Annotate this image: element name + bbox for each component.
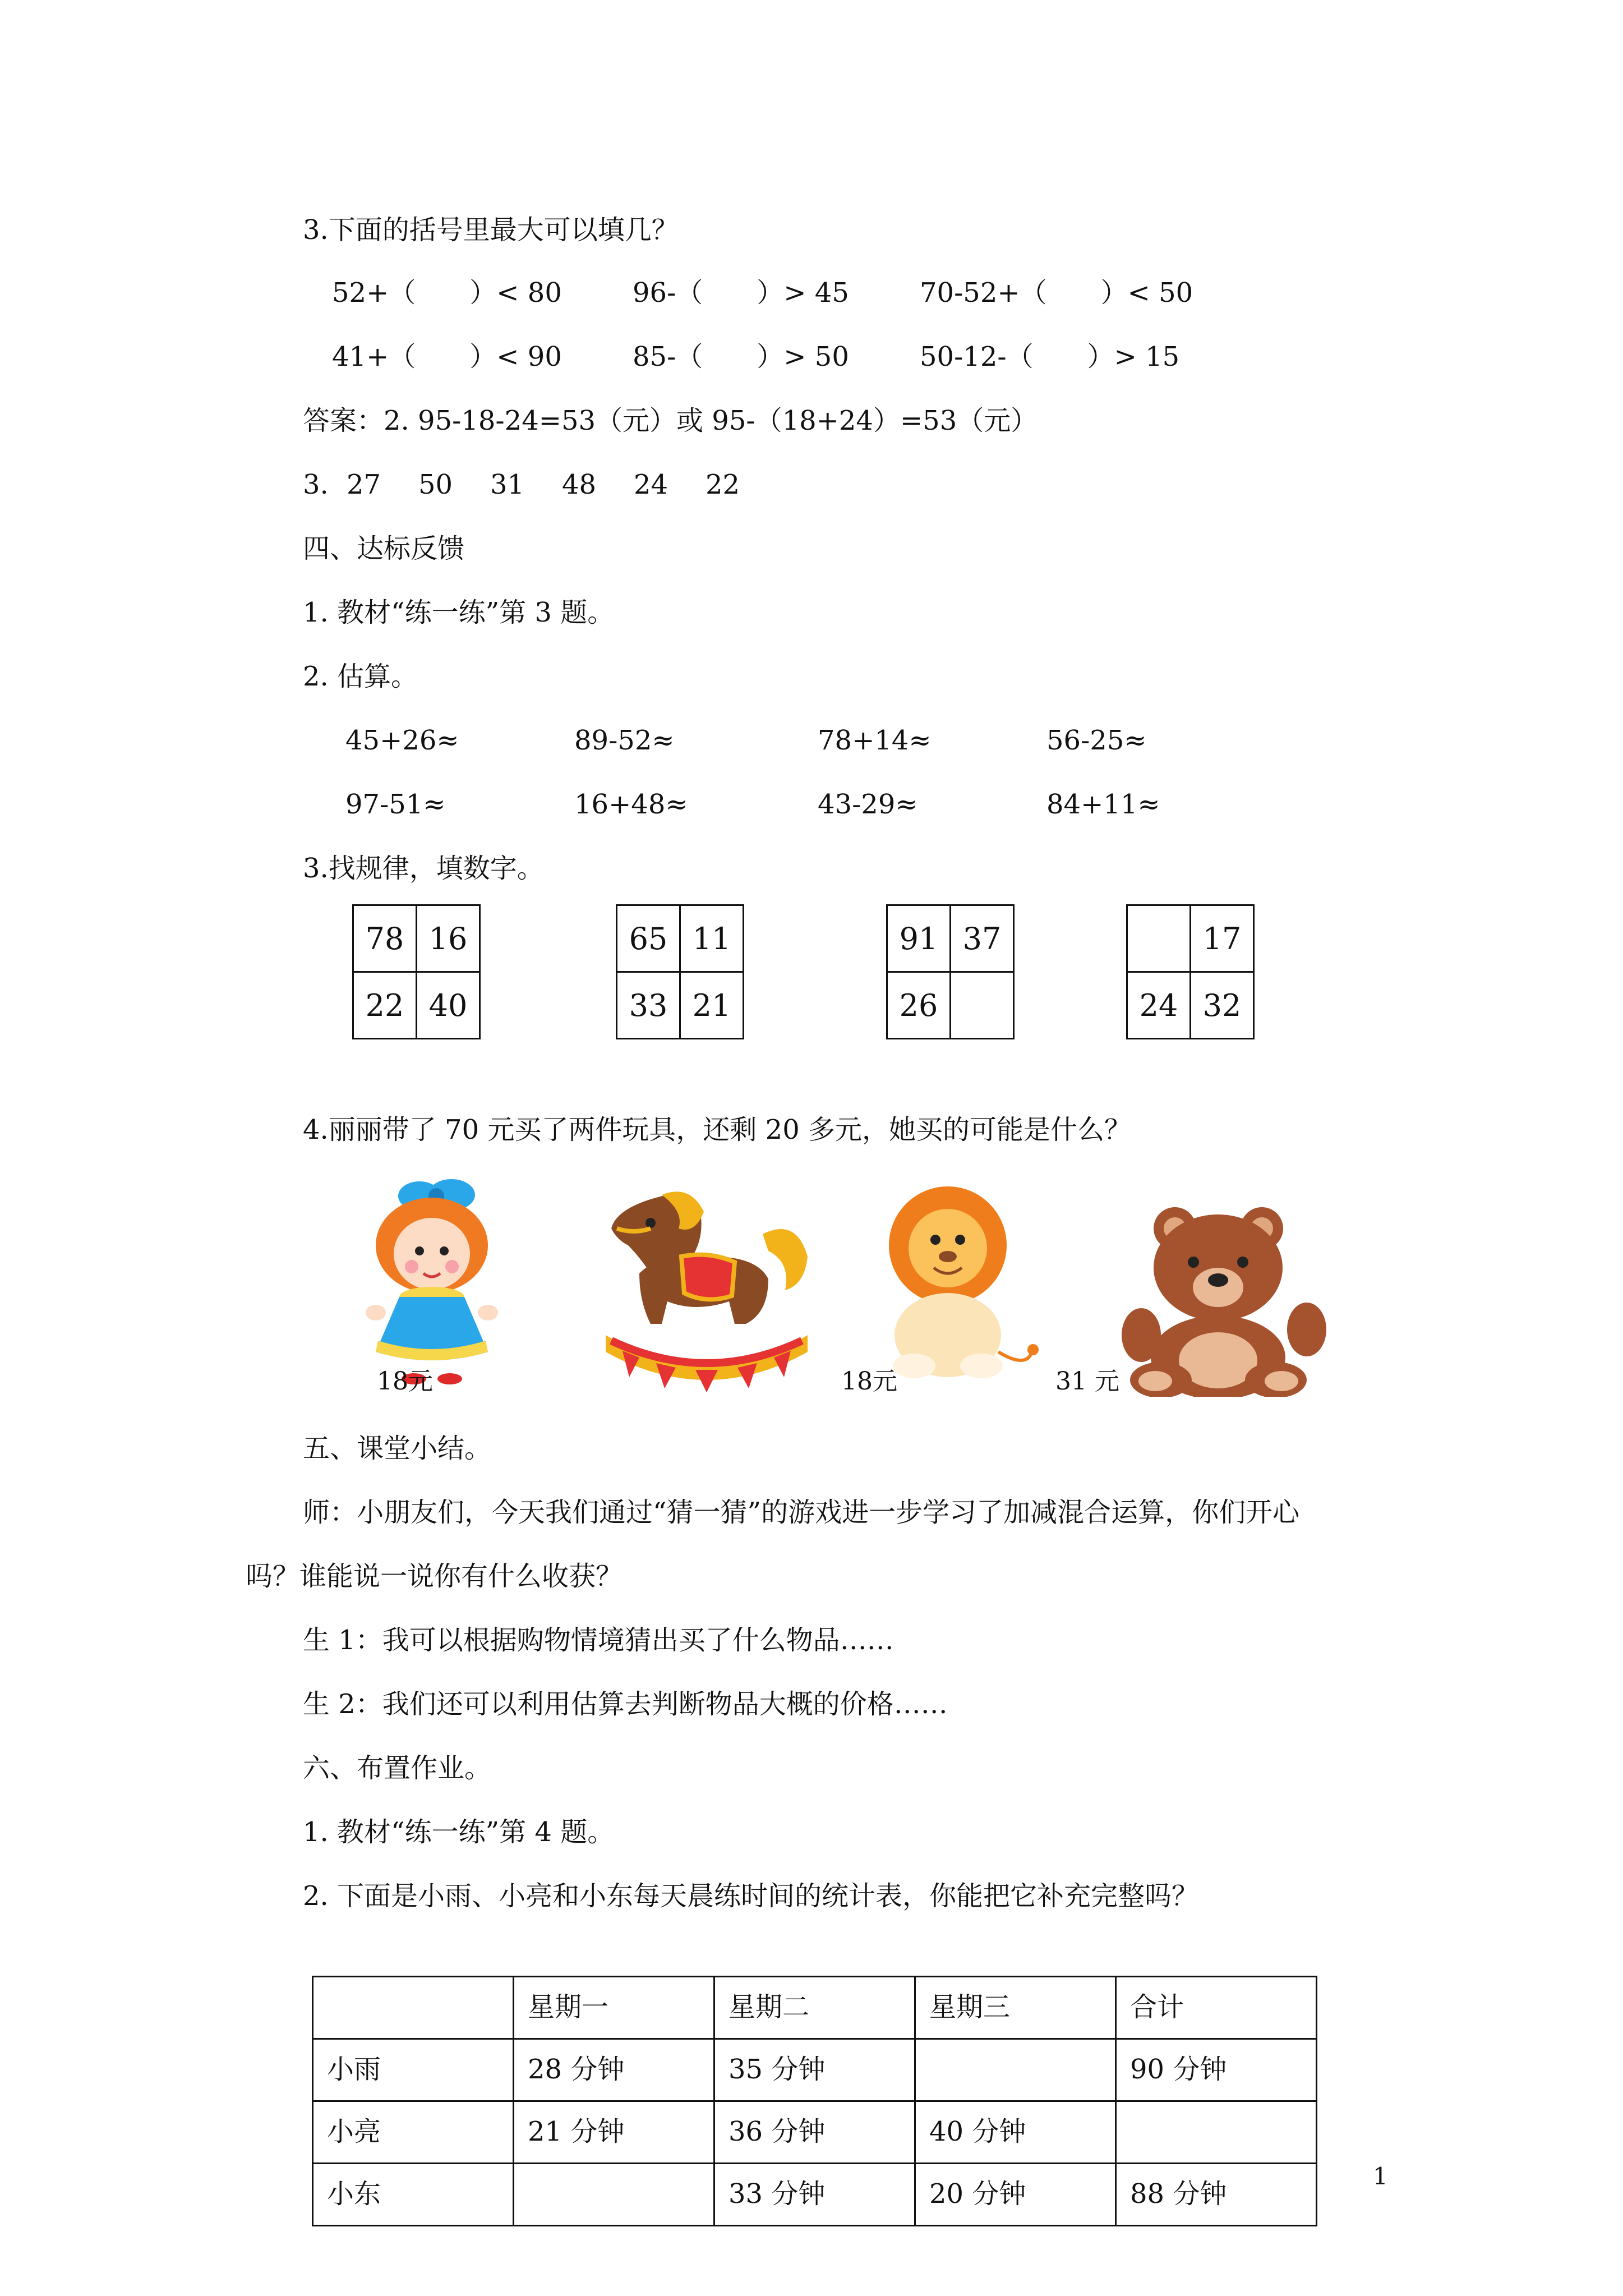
estimate-expr: 43-29≈ [818,789,918,820]
teddy-bear-icon [1122,1206,1329,1397]
lion-icon [875,1184,1043,1386]
pattern-grid-3 [886,904,1015,1039]
grid-cell: 16 [417,905,480,972]
table-cell: 20 分钟 [915,2164,1116,2226]
table-header-cell: 星期三 [915,1977,1116,2039]
student-2-line: 生 2：我们还可以利用估算去判断物品大概的价格…… [303,1688,948,1720]
table-row [313,2164,1317,2226]
table-header-cell [313,1977,514,2039]
q3-expr-3: 70-52+（ ）< 50 [920,277,1193,309]
toy-price-bear: 31 元 [1055,1367,1119,1396]
answer-line-2-label: 3. [303,469,329,500]
grid-cell: 91 [887,905,951,972]
s4-item-1: 1. 教材“练一练”第 3 题。 [303,597,615,628]
grid-cell: 32 [1191,972,1254,1039]
answer-value: 27 [347,469,381,500]
table-cell: 33 分钟 [714,2164,915,2226]
estimate-expr: 89-52≈ [574,725,675,756]
grid-cell: 78 [353,905,417,972]
section-5-title: 五、课堂小结。 [303,1433,492,1464]
answer-value: 24 [634,469,668,500]
exercise-time-table [312,1976,1317,2226]
q3-expr-4: 41+（ ）< 90 [332,341,562,372]
grid-cell: 33 [617,972,680,1039]
estimate-expr: 45+26≈ [345,725,459,756]
table-cell: 21 分钟 [514,2101,714,2164]
answer-line-1: 答案：2. 95-18-24=53（元）或 95-（18+24）=53（元） [303,405,1038,436]
estimate-expr: 16+48≈ [574,789,688,820]
table-row [313,2101,1317,2164]
q3-expr-2: 96-（ ）> 45 [633,277,849,309]
table-cell: 88 分钟 [1116,2164,1317,2226]
grid-cell: 26 [887,972,951,1039]
teacher-line-1: 师：小朋友们，今天我们通过“猜一猜”的游戏进一步学习了加减混合运算，你们开心 [303,1497,1300,1528]
toy-price-lion: 18元 [841,1367,897,1396]
grid-cell: 24 [1127,972,1191,1039]
s6-item-2: 2. 下面是小雨、小亮和小东每天晨练时间的统计表，你能把它补充完整吗？ [303,1880,1199,1912]
table-cell: 小亮 [313,2101,514,2164]
table-cell: 小雨 [313,2039,514,2101]
answer-value: 48 [562,469,597,500]
table-cell [915,2039,1116,2101]
table-cell: 35 分钟 [714,2039,915,2101]
table-cell: 28 分钟 [514,2039,714,2101]
q3-title: 3.下面的括号里最大可以填几？ [303,214,679,246]
teacher-line-2: 吗？谁能说一说你有什么收获？ [246,1561,623,1592]
grid-cell: 17 [1191,905,1254,972]
pattern-grid-2 [616,904,744,1039]
student-1-line: 生 1：我可以根据购物情境猜出买了什么物品…… [303,1625,894,1656]
pattern-grid-4 [1126,904,1255,1039]
table-header-row [313,1977,1317,2039]
grid-cell: 11 [680,905,744,972]
section-6-title: 六、布置作业。 [303,1752,492,1784]
grid-cell: 65 [617,905,680,972]
table-cell: 36 分钟 [714,2101,915,2164]
toy-price-doll: 18元 [377,1367,433,1396]
estimate-expr: 78+14≈ [818,725,932,756]
answer-value: 31 [490,469,525,500]
s4-item-2: 2. 估算。 [303,661,418,692]
q3-expr-1: 52+（ ）< 80 [332,277,562,309]
grid-cell [1127,905,1191,972]
pattern-grid-1 [352,904,481,1039]
grid-cell: 21 [680,972,744,1039]
s4-item-3: 3.找规律，填数字。 [303,853,544,884]
answer-value: 22 [706,469,740,500]
table-header-cell: 星期二 [714,1977,915,2039]
table-cell: 40 分钟 [915,2101,1116,2164]
q3-expr-5: 85-（ ）> 50 [633,341,849,372]
section-4-title: 四、达标反馈 [303,533,465,564]
q3-expr-6: 50-12-（ ）> 15 [920,341,1180,372]
grid-cell: 37 [951,905,1014,972]
table-cell: 90 分钟 [1116,2039,1317,2101]
s4-item-4: 4.丽丽带了 70 元买了两件玩具，还剩 20 多元，她买的可能是什么？ [303,1114,1131,1145]
table-cell [1116,2101,1317,2164]
estimate-expr: 56-25≈ [1046,725,1147,756]
grid-cell: 40 [417,972,480,1039]
table-cell [514,2164,714,2226]
doll-icon [353,1172,516,1386]
s6-item-1: 1. 教材“练一练”第 4 题。 [303,1816,615,1848]
grid-cell [951,972,1014,1039]
rocking-horse-icon [583,1172,830,1397]
estimate-expr: 84+11≈ [1046,789,1160,820]
estimate-expr: 97-51≈ [345,789,446,820]
table-header-cell: 合计 [1116,1977,1317,2039]
table-header-cell: 星期一 [514,1977,714,2039]
table-row [313,2039,1317,2101]
table-cell: 小东 [313,2164,514,2226]
answer-value: 50 [418,469,453,500]
page-number: 1 [1373,2162,1388,2190]
grid-cell: 22 [353,972,417,1039]
